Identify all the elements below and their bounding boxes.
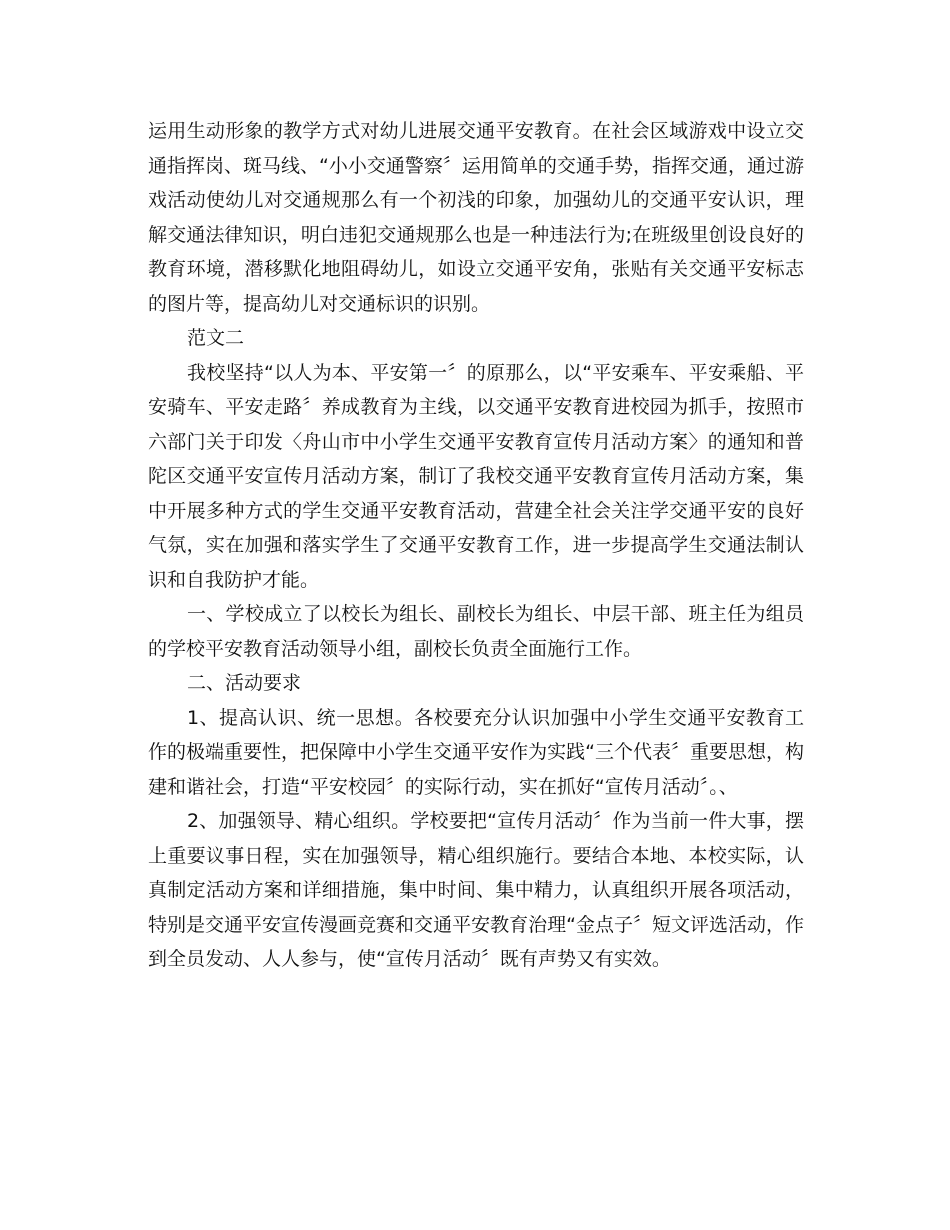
paragraph-continuation: 运用生动形象的教学方式对幼儿进展交通平安教育。在社会区域游戏中设立交通指挥岗、斑马线、“小小交通警察〞运用简单的交通手势，指挥交通，通过游戏活动使幼儿对交通规那么有一个初浅的印象，加强幼儿的交通平安认识，理解交通法律知识，明白违犯交通规那么也是一种违法行为;在班级里创设良好的教育环境，潜移默化地阻碍幼儿，如设立交通平安角，张贴有关交通平安标志的图片等，提高幼儿对交通标识的识别。	[148, 120, 804, 315]
paragraph-intro: 我校坚持“以人为本、平安第一〞的原那么，以“平安乘车、平安乘船、平安骑车、平安走路〞养成教育为主线，以交通平安教育进校园为抓手，按照市六部门关于印发〈舟山市中小学生交通平安教育宣传月活动方案〉的通知和普陀区交通平安宣传月活动方案，制订了我校交通平安教育宣传月活动方案，集中开展多种方式的学生交通平安教育活动，营建全社会关注学交通平安的良好气氛，实在加强和落实学生了交通平安教育工作，进一步提高学生交通法制认识和自我防护才能。	[148, 361, 804, 591]
section-heading-activity-requirements: 二、活动要求	[186, 672, 301, 694]
document-body	[148, 114, 804, 977]
section-heading-fanwen-er: 范文二	[186, 327, 244, 349]
paragraph-requirement-2: 2、加强领导、精心组织。学校要把“宣传月活动〞作为当前一件大事，摆上重要议事日程，实在加强领导，精心组织施行。要结合本地、本校实际，认真制定活动方案和详细措施，集中时间、集中精力，认真组织开展各项活动，特别是交通平安宣传漫画竞赛和交通平安教育治理“金点子〞短文评选活动，作到全员发动、人人参与，使“宣传月活动〞既有声势又有实效。	[148, 810, 804, 970]
paragraph-requirement-1: 1、提高认识、统一思想。各校要充分认识加强中小学生交通平安教育工作的极端重要性，把保障中小学生交通平安作为实践“三个代表〞重要思想，构建和谐社会，打造“平安校园〞的实际行动，实在抓好“宣传月活动〞。、	[148, 706, 804, 798]
paragraph-leadership-group: 一、学校成立了以校长为组长、副校长为组长、中层干部、班主任为组员的学校平安教育活动领导小组，副校长负责全面施行工作。	[148, 603, 804, 660]
